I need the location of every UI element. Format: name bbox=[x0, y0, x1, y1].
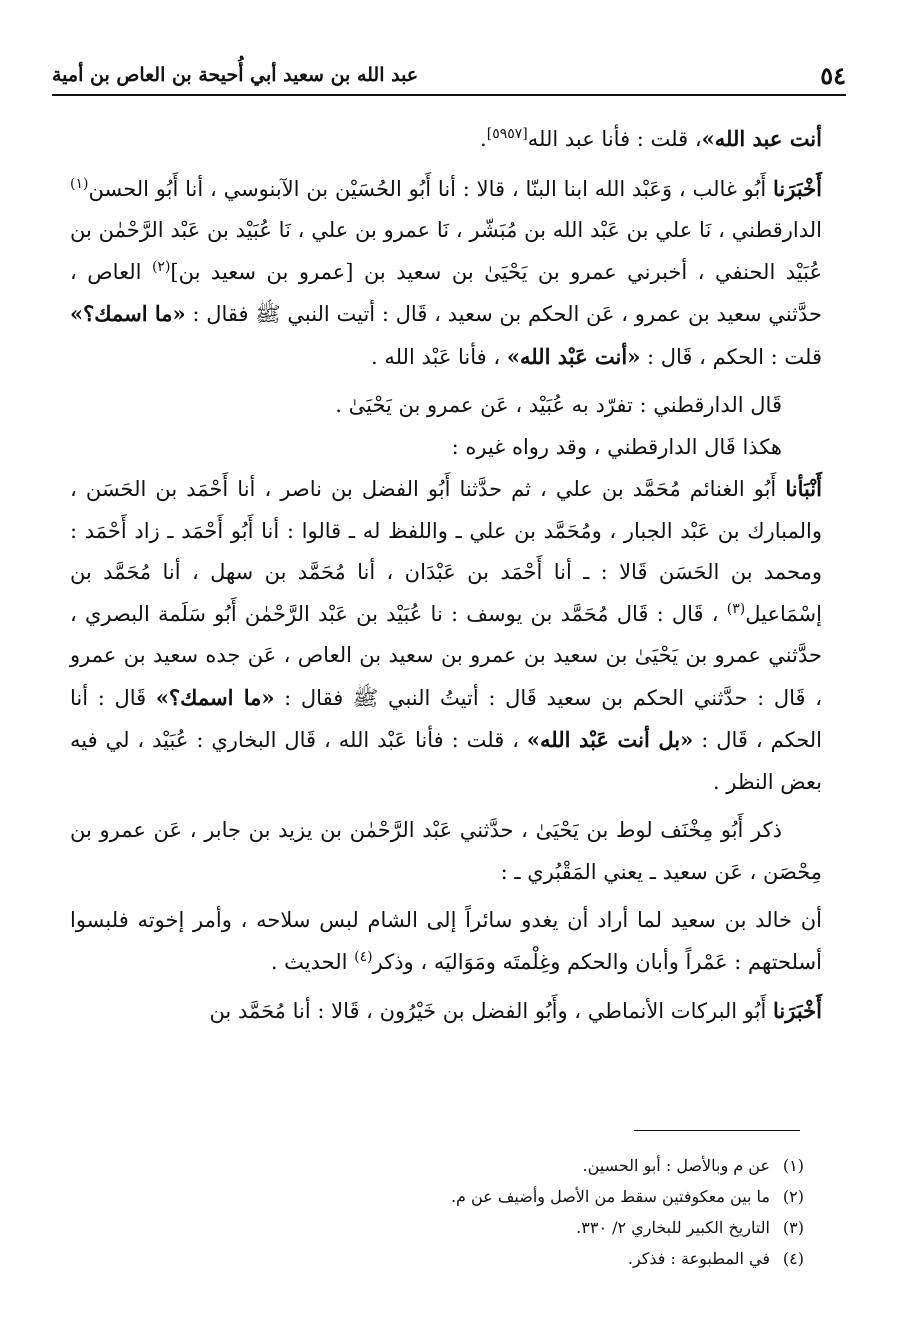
text-run: أَبُو البركات الأنماطي ، وأَبُو الفضل بن خَيْرُون ، قَالا : أنا مُحَمَّد بن bbox=[209, 999, 774, 1023]
text-run: أن خالد بن سعيد لما أراد أن يغدو سائراً إلى الشام لبس سلاحه ، وأمر إخوته فلبسوا أسلحتهم : عَمْراً وأبان والحكم وغِلْمتَه ومَوَاليَه ، وذكر bbox=[70, 908, 822, 974]
bold-phrase: أَخْبَرَنا bbox=[773, 998, 822, 1023]
bold-phrase: أنت عبد الله» bbox=[701, 126, 822, 151]
text-run: أَبُو الغنائم مُحَمَّد بن علي ، ثم حدَّثنا أَبُو الفضل بن ناصر ، أنا أَحْمَد بن الحَسَن ، والمبارك بن عَبْد الجبار ، ومُحَمَّد بن علي ـ واللفظ له ـ قالوا : أنا أَبُو أَحْمَد ـ زاد أَحْمَد : ومحمد بن الحَسَن قَالا : ـ أنا أَحْمَد بن عَبْدَان ، أنا مُحَمَّد بن سهل ، أنا مُحَمَّد بن إسْمَاعيل bbox=[70, 477, 822, 626]
bold-phrase: «ما اسمك؟» bbox=[155, 684, 275, 710]
text-run: الحديث . bbox=[270, 949, 355, 974]
footnote-number: (٣) bbox=[782, 1218, 804, 1237]
bold-phrase: «أنت عَبْد الله» bbox=[506, 343, 641, 369]
text-run: العاص ، حدَّثني سعيد بن عمرو ، عَن الحكم بن سعيد ، قَال : أتيت النبي ﷺ فقال : bbox=[70, 259, 823, 326]
running-title: عبد الله بن سعيد أبي أُحيحة بن العاص بن أمية bbox=[52, 64, 419, 86]
footnote-text: عن م وبالأصل : أبو الحسين. bbox=[582, 1156, 770, 1175]
text-run: ، فأنا عَبْد الله . bbox=[370, 344, 507, 369]
paragraph-3: قَال الدارقطني : تفرّد به عُبَيْد ، عَن عمرو بن يَحْيَىٰ . bbox=[335, 393, 782, 417]
footnote-ref: (١) bbox=[70, 175, 89, 192]
paragraph-7 bbox=[70, 900, 822, 983]
footnote-ref: (٣) bbox=[726, 600, 746, 617]
text-run: قَال : أنا الحكم ، قَال : bbox=[70, 685, 822, 752]
text-run: ، قَال : قَال مُحَمَّد بن يوسف : نا عُبَيْد بن عَبْد الرَّحْمٰن أَبُو سَلَمة البصري ، حدَّثني عمرو بن يَحْيَىٰ بن سعيد بن عمرو بن سعيد بن العاص ، عَن جده سعيد بن عمرو ، قَال : حدَّثني الحكم بن سعيد قَال : أتيتُ النبي ﷺ فقال : bbox=[70, 601, 822, 710]
footnote bbox=[300, 1150, 804, 1181]
paragraph-4: هكذا قَال الدارقطني ، وقد رواه غيره : bbox=[451, 434, 782, 459]
footnote-number: (١) bbox=[782, 1156, 804, 1175]
text-run: الدارقطني ، نَا علي بن عَبْد الله بن مُبَشّر ، نَا عمرو بن علي ، نَا عُبَيْد بن عَبْد الرَّحْمٰن بن عُبَيْد الحنفي ، أخبرني عمرو بن يَحْيَىٰ بن سعيد بن [عمرو بن سعيد بن] bbox=[70, 218, 823, 284]
paragraph-8 bbox=[70, 990, 822, 1033]
hadith-number: [٥٩٥٧] bbox=[486, 126, 528, 142]
footnote-text: في المطبوعة : فذكر. bbox=[627, 1249, 770, 1268]
footnote-number: (٤) bbox=[782, 1249, 804, 1268]
text-run: ، قلت : فأنا عَبْد الله ، قَال البخاري : عُبَيْد ، لي فيه بعض النظر . bbox=[70, 728, 822, 794]
paragraph-2 bbox=[70, 168, 822, 379]
footnote-text: ما بين معكوفتين سقط من الأصل وأضيف عن م. bbox=[450, 1187, 770, 1206]
footnote bbox=[300, 1212, 804, 1243]
footnotes bbox=[300, 1150, 804, 1274]
header-rule bbox=[52, 94, 846, 96]
bold-phrase: أَنْبَأنا bbox=[785, 476, 822, 501]
bold-phrase: «بل أنت عَبْد الله» bbox=[526, 727, 694, 752]
paragraph-6: ذكر أَبُو مِخْنَف لوط بن يَحْيَىٰ ، حدَّثني عَبْد الرَّحْمٰن بن يزيد بن جابر ، عَن عمرو بن مِحْصَن ، عَن سعيد ـ يعني المَقْبُري ـ : bbox=[70, 818, 822, 884]
footnote-rule bbox=[634, 1130, 800, 1131]
bold-phrase: «ما اسمك؟» bbox=[70, 301, 186, 326]
bold-phrase: أَخْبَرَنا bbox=[773, 175, 822, 201]
footnote-text: التاريخ الكبير للبخاري ٢/ ٣٣٠. bbox=[576, 1218, 770, 1237]
footnote-number: (٢) bbox=[782, 1187, 804, 1206]
page-header bbox=[52, 58, 846, 92]
paragraph-1 bbox=[70, 118, 822, 161]
paragraph-5 bbox=[70, 468, 822, 803]
footnote bbox=[300, 1181, 804, 1212]
page-number: ٥٤ bbox=[820, 60, 846, 90]
main-text bbox=[70, 118, 822, 1033]
text-run: . bbox=[480, 127, 487, 151]
text-run: أَبُو غالب ، وَعَبْد الله ابنا البنّا ، قالا : أنا أَبُو الحُسَيْن بن الآبنوسي ، أنا أَبُو الحسن bbox=[88, 176, 774, 201]
text-run: قلت : الحكم ، قَال : bbox=[640, 344, 822, 369]
text-run: ، قلت : فأنا عبد الله bbox=[527, 127, 702, 151]
footnote bbox=[300, 1243, 804, 1274]
footnote-ref: (٢) bbox=[151, 258, 171, 275]
footnote-ref: (٤) bbox=[354, 948, 373, 965]
